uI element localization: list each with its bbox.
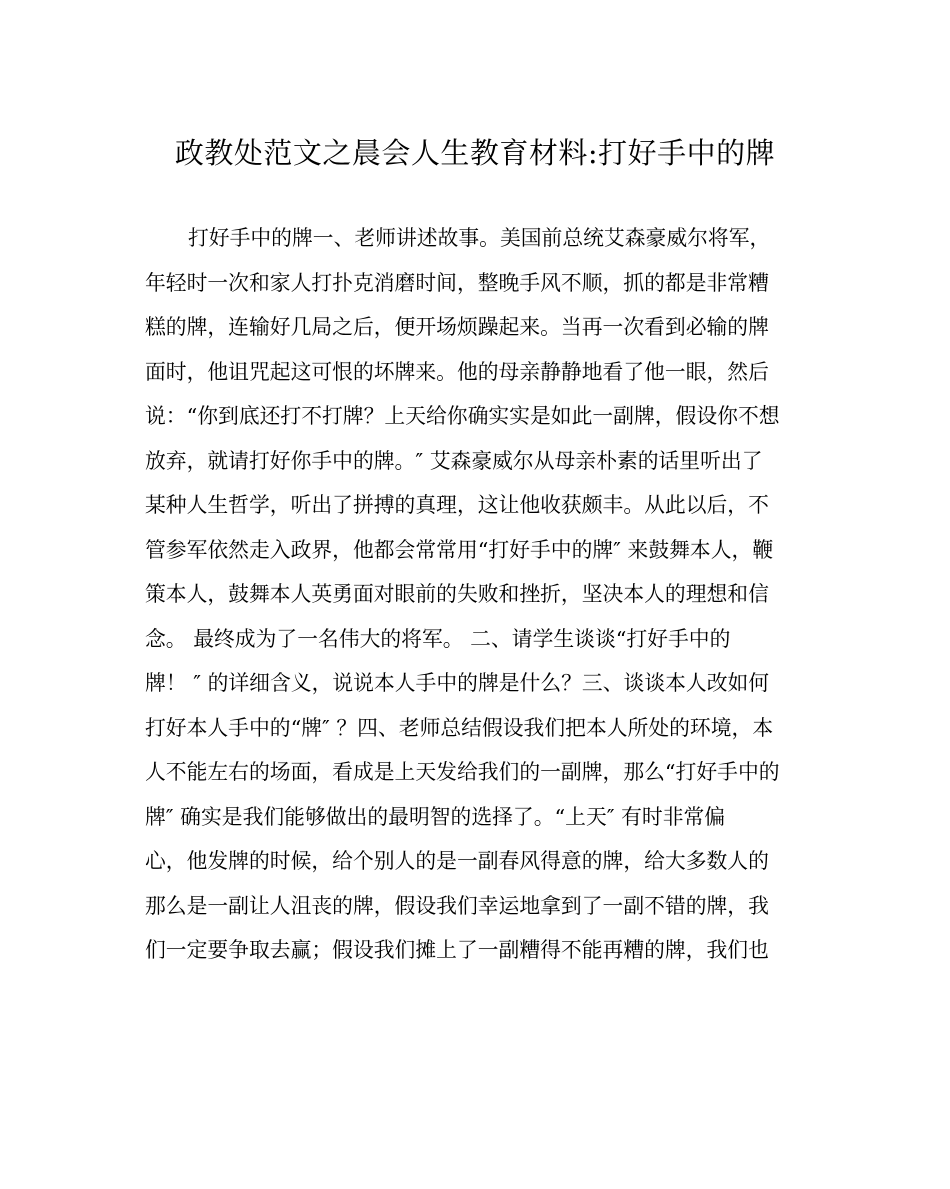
- body-line: 牌″ 确实是我们能够做出的最明智的选择了。“上天″ 有时非常偏: [145, 804, 726, 829]
- body-line: 打好本人手中的“牌″ ？四、老师总结假设我们把本人所处的环境，本: [145, 715, 774, 740]
- body-line: 管参军依然走入政界，他都会常常用“打好手中的牌″ 来鼓舞本人，鞭: [145, 537, 774, 562]
- body-line: 们一定要争取去赢；假设我们摊上了一副糟得不能再糟的牌，我们也: [145, 938, 769, 962]
- body-line: 打好手中的牌一、老师讲述故事。美国前总统艾森豪威尔将军，: [188, 226, 771, 250]
- body-line: 糕的牌，连输好几局之后，便开场烦躁起来。当再一次看到必输的牌: [145, 315, 769, 339]
- body-line: 心，他发牌的时候，给个别人的是一副春风得意的牌，给大多数人的: [145, 849, 769, 873]
- body-line: 年轻时一次和家人打扑克消磨时间，整晚手风不顺，抓的都是非常糟: [145, 270, 769, 295]
- body-line: 某种人生哲学，听出了拼搏的真理，这让他收获颇丰。从此以后，不: [145, 493, 769, 517]
- body-line: 那么是一副让人沮丧的牌，假设我们幸运地拿到了一副不错的牌，我: [145, 893, 769, 918]
- body-line: 放弃，就请打好你手中的牌。″ 艾森豪威尔从母亲朴素的话里听出了: [145, 448, 763, 473]
- body-line: 牌！ ″ 的详细含义，说说本人手中的牌是什么？三、谈谈本人改如何: [145, 671, 770, 695]
- body-line: 面时，他诅咒起这可恨的坏牌来。他的母亲静静地看了他一眼，然后: [145, 359, 769, 384]
- document-title: 政教处范文之晨会人生教育材料:打好手中的牌: [174, 136, 776, 170]
- body-line: 念。 最终成为了一名伟大的将军。 二、请学生谈谈“打好手中的: [145, 626, 731, 651]
- body-line: 人不能左右的场面，看成是上天发给我们的一副牌，那么“打好手中的: [145, 760, 780, 784]
- document-body: [145, 216, 810, 973]
- body-line: 策本人，鼓舞本人英勇面对眼前的失败和挫折，坚决本人的理想和信: [145, 582, 769, 606]
- body-line: 说：“你到底还打不打牌？上天给你确实实是如此一副牌，假设你不想: [145, 404, 780, 428]
